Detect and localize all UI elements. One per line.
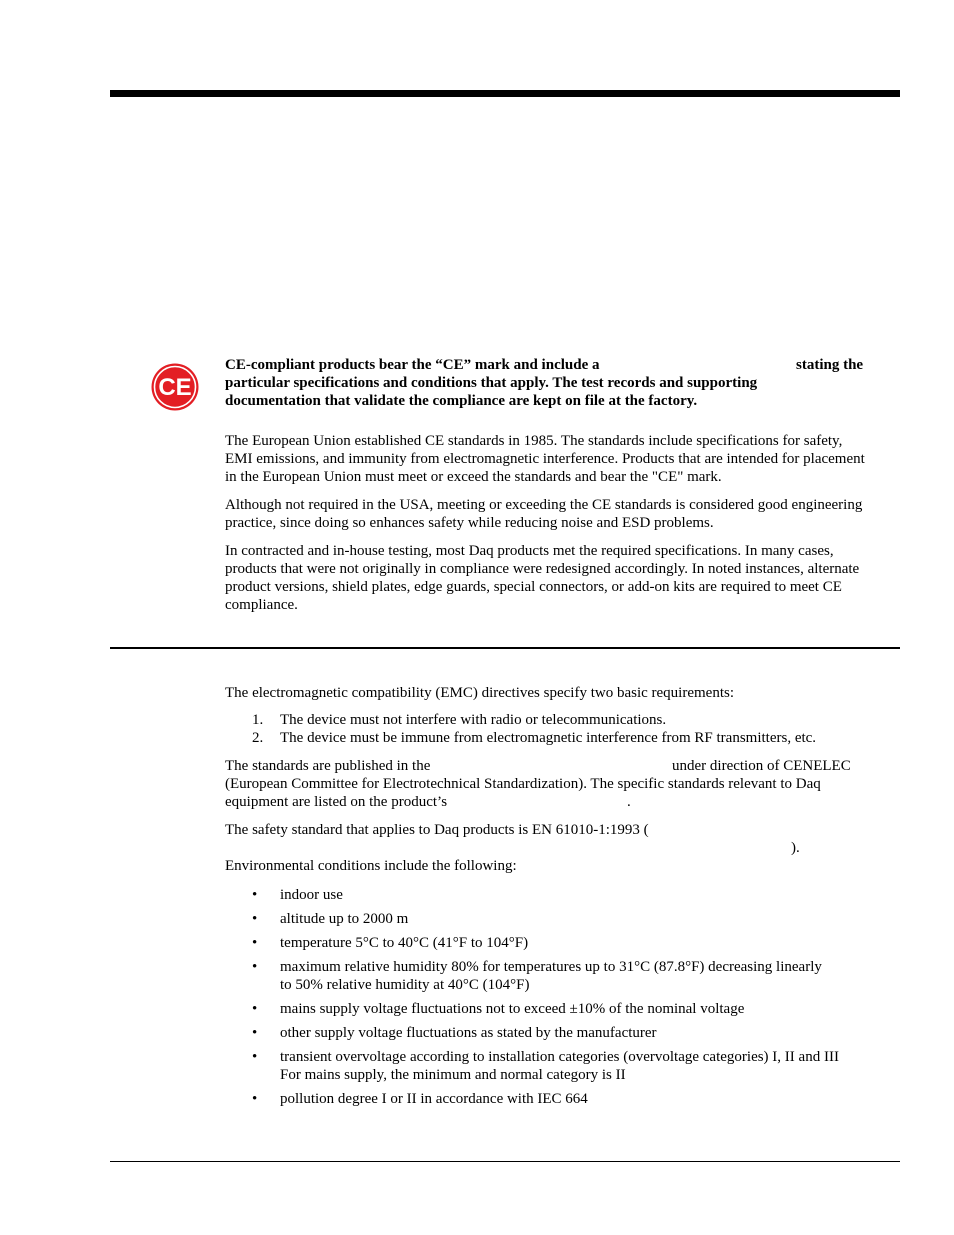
footer-rule (110, 1161, 900, 1162)
top-rule (110, 90, 900, 97)
bullet-icon: • (252, 1001, 258, 1017)
ce-notice-line-1: CE-compliant products bear the “CE” mark and include a (225, 357, 600, 373)
list-item: • altitude up to 2000 m (252, 911, 409, 927)
ce-notice (225, 356, 885, 410)
intro-paragraph-2: Although not required in the USA, meeting or exceeding the CE standards is considered good engineering practice, since doing so enhances safety while reducing noise and ESD problems. (225, 497, 863, 531)
bullet-icon: • (252, 887, 258, 903)
standards-paragraph: The standards are published in the under direction of CENELEC (European Committee for Electrotechnical Standardization). The specific standards relevant to Daq equipment are listed on the product’s . (225, 758, 851, 810)
list-item: • transient overvoltage according to installation categories (overvoltage categories) I, II and III For mains supply, the minimum and normal category is II (252, 1049, 839, 1083)
list-item: • mains supply voltage fluctuations not to exceed ±10% of the nominal voltage (252, 1001, 745, 1017)
list-item: • indoor use (252, 887, 343, 903)
ce-notice-line-2: particular specifications and conditions that apply. The test records and supporting (225, 375, 758, 391)
bullet-icon: • (252, 1025, 258, 1041)
bullet-icon: • (252, 1091, 258, 1107)
bullet-icon: • (252, 959, 258, 975)
environmental-conditions-list (225, 886, 897, 1114)
section-divider (110, 647, 900, 649)
bullet-icon: • (252, 935, 258, 951)
emc-lead: The electromagnetic compatibility (EMC) directives specify two basic requirements: (225, 685, 734, 701)
safety-paragraph: The safety standard that applies to Daq products is EN 61010-1:1993 ( ). (225, 822, 800, 856)
ce-mark-icon (150, 362, 200, 412)
ce-mark-text: CE (158, 374, 192, 401)
bullet-icon: • (252, 911, 258, 927)
list-item: • other supply voltage fluctuations as stated by the manufacturer (252, 1025, 657, 1041)
intro-paragraph-3: In contracted and in-house testing, most Daq products met the required specifications. In many cases, products that were not originally in compliance were redesigned accordingly. In noted instances, alternate product versions, shield plates, edge guards, special connectors, or add-on kits are required to meet CE compliance. (225, 543, 860, 613)
list-item: • temperature 5°C to 40°C (41°F to 104°F) (252, 935, 529, 951)
ce-notice-line-3: documentation that validate the compliance are kept on file at the factory. (225, 393, 698, 409)
intro-paragraph-1: The European Union established CE standards in 1985. The standards include specifications for safety, EMI emissions, and immunity from electromagnetic interference. Products that are intended for placement in the European Union must meet or exceed the standards and bear the "CE" mark. (225, 433, 865, 485)
list-item: • pollution degree I or II in accordance with IEC 664 (252, 1091, 588, 1107)
environment-lead: Environmental conditions include the following: (225, 858, 517, 874)
list-item: 2. The device must be immune from electromagnetic interference from RF transmitters, etc. (252, 730, 817, 746)
bullet-icon: • (252, 1049, 258, 1065)
list-item: • maximum relative humidity 80% for temperatures up to 31°C (87.8°F) decreasing linearly to 50% relative humidity at 40°C (104°F) (252, 959, 822, 993)
list-item: 1. The device must not interfere with radio or telecommunications. (252, 712, 667, 728)
ce-notice-line-1-tail: stating the (796, 357, 864, 373)
emc-requirements-list (225, 711, 897, 747)
